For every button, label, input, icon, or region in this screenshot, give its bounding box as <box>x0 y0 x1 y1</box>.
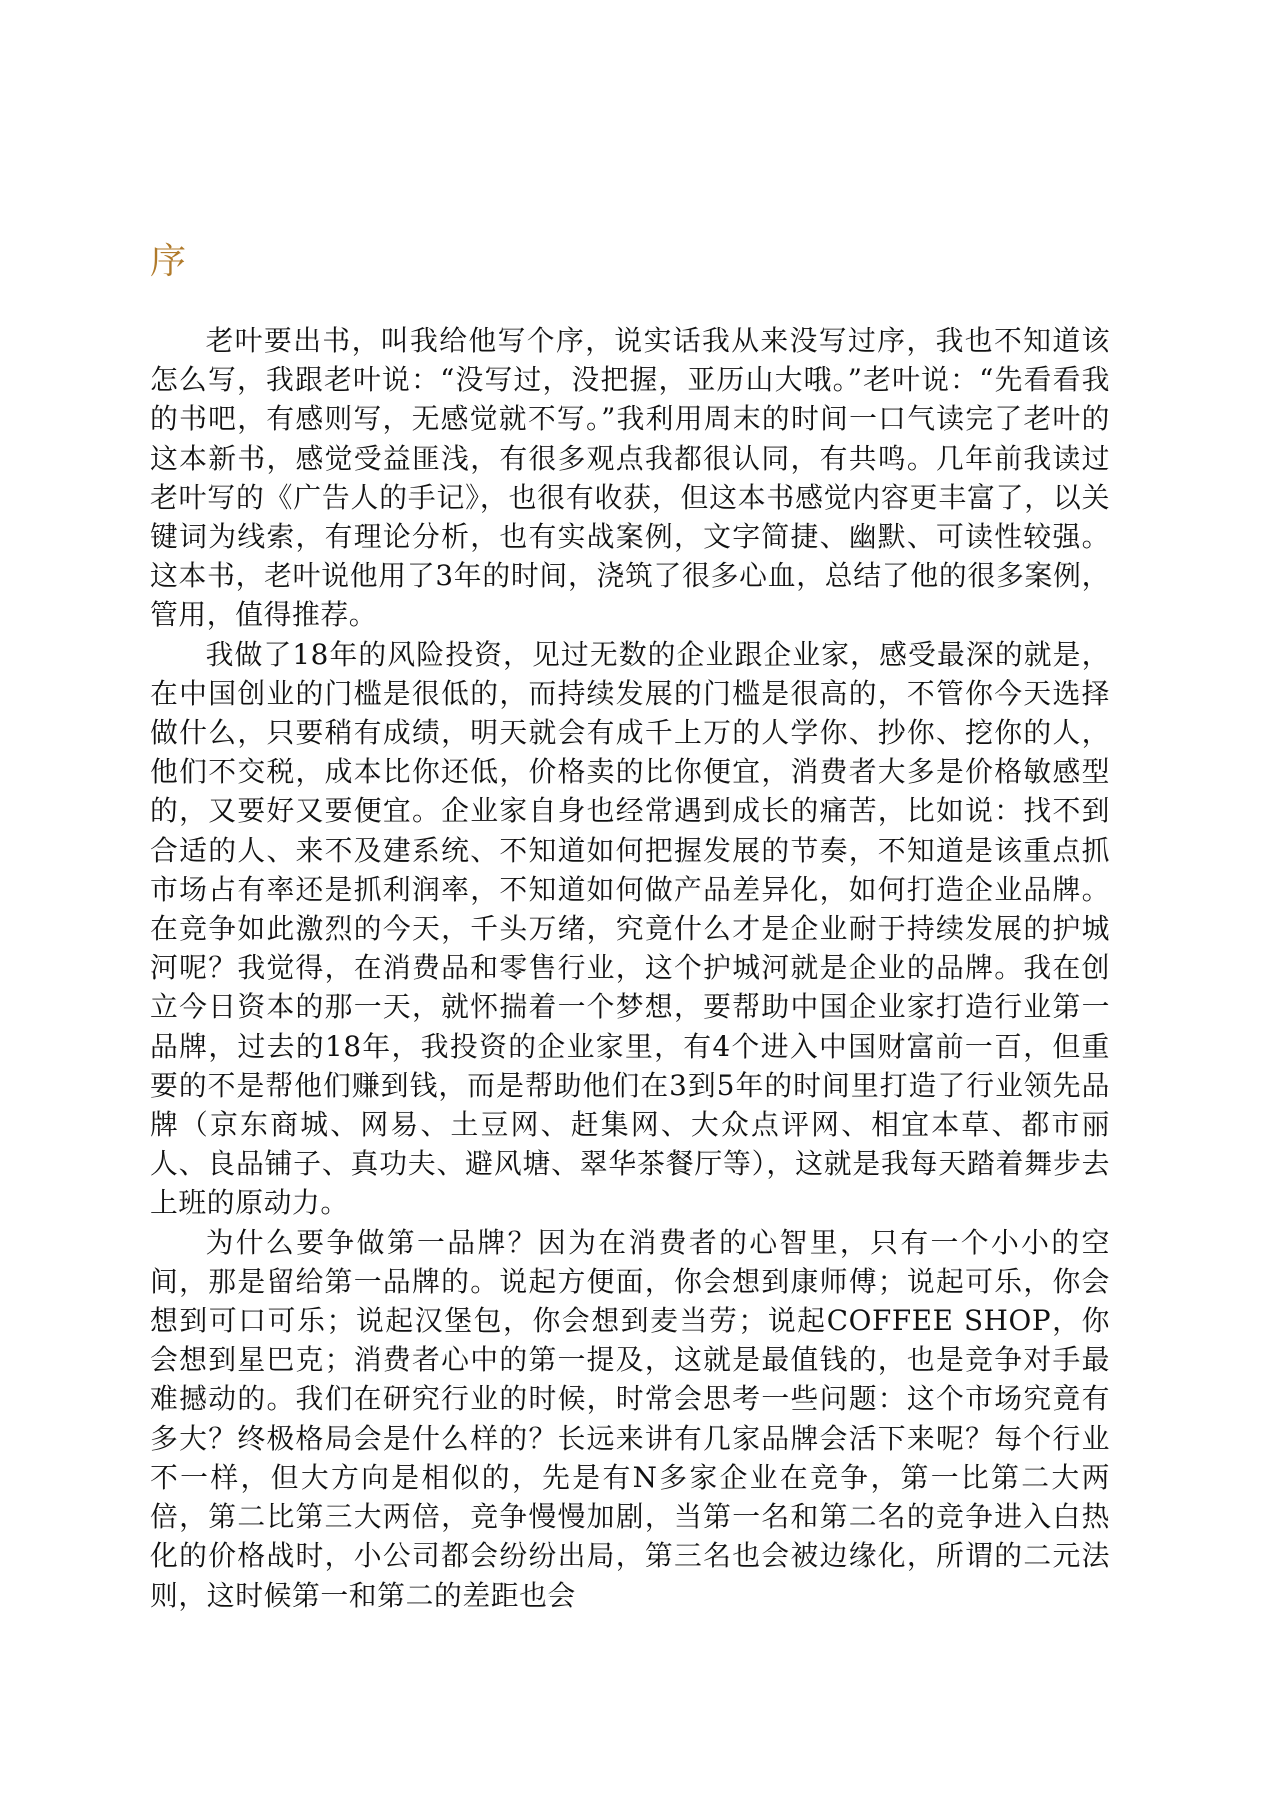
paragraph-1: 老叶要出书，叫我给他写个序，说实话我从来没写过序，我也不知道该怎么写，我跟老叶说：“没写过，没把握，亚历山大哦。”老叶说：“先看看我的书吧，有感则写，无感觉就不写。”我利用周末的时间一口气读完了老叶的这本新书，感觉受益匪浅，有很多观点我都很认同，有共鸣。几年前我读过老叶写的《广告人的手记》，也很有收获，但这本书感觉内容更丰富了，以关键词为线索，有理论分析，也有实战案例，文字简捷、幽默、可读性较强。这本书，老叶说他用了3年的时间，浇筑了很多心血，总结了他的很多案例，管用，值得推荐。 <box>150 324 1110 632</box>
body-text <box>150 321 1110 1615</box>
section-heading: 序 <box>150 241 187 282</box>
paragraph-3: 为什么要争做第一品牌？因为在消费者的心智里，只有一个小小的空间，那是留给第一品牌的。说起方便面，你会想到康师傅；说起可乐，你会想到可口可乐；说起汉堡包，你会想到麦当劳；说起COFFEE SHOP，你会想到星巴克；消费者心中的第一提及，这就是最值钱的，也是竞争对手最难撼动的。我们在研究行业的时候，时常会思考一些问题：这个市场究竟有多大？终极格局会是什么样的？长远来讲有几家品牌会活下来呢？每个行业不一样，但大方向是相似的，先是有N多家企业在竞争，第一比第二大两倍，第二比第三大两倍，竞争慢慢加剧，当第一名和第二名的竞争进入白热化的价格战时，小公司都会纷纷出局，第三名也会被边缘化，所谓的二元法则，这时候第一和第二的差距也会 <box>150 1225 1110 1612</box>
document-page <box>150 0 1110 1800</box>
paragraph-2: 我做了18年的风险投资，见过无数的企业跟企业家，感受最深的就是，在中国创业的门槛是很低的，而持续发展的门槛是很高的，不管你今天选择做什么，只要稍有成绩，明天就会有成千上万的人学你、抄你、挖你的人，他们不交税，成本比你还低，价格卖的比你便宜，消费者大多是价格敏感型的，又要好又要便宜。企业家自身也经常遇到成长的痛苦，比如说：找不到合适的人、来不及建系统、不知道如何把握发展的节奏，不知道是该重点抓市场占有率还是抓利润率，不知道如何做产品差异化，如何打造企业品牌。在竞争如此激烈的今天，千头万绪，究竟什么才是企业耐于持续发展的护城河呢？我觉得，在消费品和零售行业，这个护城河就是企业的品牌。我在创立今日资本的那一天，就怀揣着一个梦想，要帮助中国企业家打造行业第一品牌，过去的18年，我投资的企业家里，有4个进入中国财富前一百，但重要的不是帮他们赚到钱，而是帮助他们在3到5年的时间里打造了行业领先品牌（京东商城、网易、土豆网、赶集网、大众点评网、相宜本草、都市丽人、良品铺子、真功夫、避风塘、翠华茶餐厅等），这就是我每天踏着舞步去上班的原动力。 <box>150 637 1110 1220</box>
